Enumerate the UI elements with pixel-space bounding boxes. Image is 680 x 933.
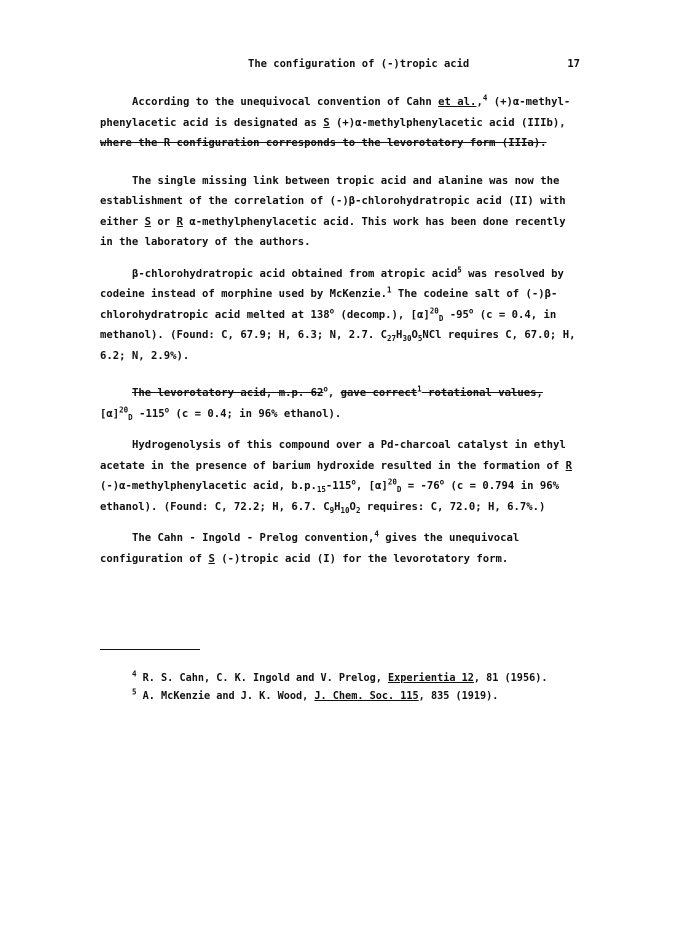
paragraph-1 [100,92,578,154]
degree-sign: o [323,384,328,394]
reference-marker: 4 [374,529,379,539]
text: , [α] [355,480,388,492]
text: (c = 0.794 in 96% ethanol). (Found: C, 72.2; H, 6.7. C [100,480,559,513]
s-descriptor: S [208,552,215,565]
page-number: 17 [567,58,580,70]
formula-subscript: 10 [340,505,350,515]
journal-citation: Experientia 12 [388,673,474,684]
text: O [349,500,356,513]
degree-sign: o [351,477,356,487]
text: R. S. Cahn, C. K. Ingold and V. Prelog, [136,673,388,684]
text: The Cahn - Ingold - Prelog convention, [132,532,375,544]
text: -115 [132,407,165,420]
text: (c = 0.4; in 96% ethanol). [169,407,342,420]
text: was resolved by codeine instead of morphine used by McKenzie. [100,267,564,300]
degree-sign: o [164,404,170,414]
formula-subscript: 30 [402,334,412,344]
superscript: 20 [429,305,439,315]
text: (-)tropic acid (I) for the levorotatory form. [214,552,509,565]
text: (decomp.), [α] [334,308,430,321]
superscript: 20 [119,404,129,414]
formula-subscript: 5 [417,334,423,344]
text: H [334,500,341,513]
text: -95 [443,308,469,321]
text: NCl requires C, 67.0; H, 6.2; N, 2.9%). [100,329,576,362]
text: requires: C, 72.0; H, 6.7%.) [360,500,546,513]
footnote-divider [100,649,200,650]
reference-marker: 1 [417,384,422,394]
degree-sign: o [439,477,445,487]
text: (-)α-methylphenylacetic acid, b.p. [100,480,317,492]
text: [α] [100,407,120,420]
struck-text: rotational values, [421,387,543,399]
superscript: 20 [387,477,397,487]
text: The single missing link between tropic acid and alanine was now the establishment of the correlation of (-)β-chlorohydratropic acid (II) with either [100,174,566,228]
text: According to the unequivocal convention of Cahn [132,96,439,108]
formula-subscript: 2 [355,505,361,515]
text: , [476,96,483,108]
text: Hydrogenolysis of this compound over a Pd-charcoal catalyst in ethyl acetate in the presence of barium hydroxide resulted in the formation of [100,439,566,472]
body-text [100,92,578,586]
text: The codeine salt of (-)β-chlorohydratropic acid melted at 138 [100,288,558,321]
text: , [327,387,341,399]
journal-citation: J. Chem. Soc. 115 [314,691,419,702]
text: (c = 0.4, in methanol). (Found: C, 67.9; H, 6.3; N, 2.7. C [100,308,557,341]
paragraph-4 [100,383,578,424]
degree-sign: o [468,305,474,315]
text: A. McKenzie and J. K. Wood, [136,691,315,702]
r-descriptor: R [565,459,572,472]
text: or [151,215,177,228]
footnote-4 [132,670,580,688]
formula-subscript: 9 [329,505,335,515]
running-title: The configuration of (-)tropic acid [248,58,470,70]
subscript: 15 [316,485,326,495]
s-descriptor: S [144,215,152,228]
text: , 81 (1956). [473,673,548,684]
paragraph-6 [100,528,578,569]
text: (+)α-methylphenylacetic acid (IIIb), [329,116,566,129]
reference-marker: 5 [457,264,462,274]
text: (+)α-methyl-phenylacetic acid is designated as [100,96,571,129]
text: β-chlorohydratropic acid obtained from atropic acid [132,267,458,280]
text: gives the unequivocal configuration of [100,532,520,565]
paragraph-3 [100,264,578,367]
text: O [411,329,418,341]
formula-subscript: 27 [387,334,397,344]
reference-marker: 4 [482,93,488,103]
text: = -76 [401,480,440,492]
footnote-5 [132,688,580,706]
text: α-methylphenylacetic acid. This work has been done recently in the laboratory of the authors. [100,215,566,248]
paragraph-5 [100,435,578,517]
subscript: D [128,412,133,422]
s-descriptor: S [323,116,330,129]
text: H [396,329,403,341]
et-al-text: et al. [438,96,477,108]
degree-sign: o [329,305,335,315]
struck-text: The levorotatory acid, m.p. 62 [132,387,324,399]
subscript: D [396,485,402,495]
footnotes [132,670,580,706]
footnote-marker: 5 [132,687,137,697]
text: -115 [325,480,352,492]
text: , 835 (1919). [418,691,499,702]
r-descriptor: R [176,215,183,228]
paragraph-2 [100,171,578,253]
subscript: D [438,313,444,323]
reference-marker: 1 [387,285,392,295]
struck-text: where the R configuration corresponds to the levorotatory form (IIIa). [100,137,547,149]
struck-text: gave correct [340,387,418,399]
footnote-marker: 4 [132,669,137,679]
